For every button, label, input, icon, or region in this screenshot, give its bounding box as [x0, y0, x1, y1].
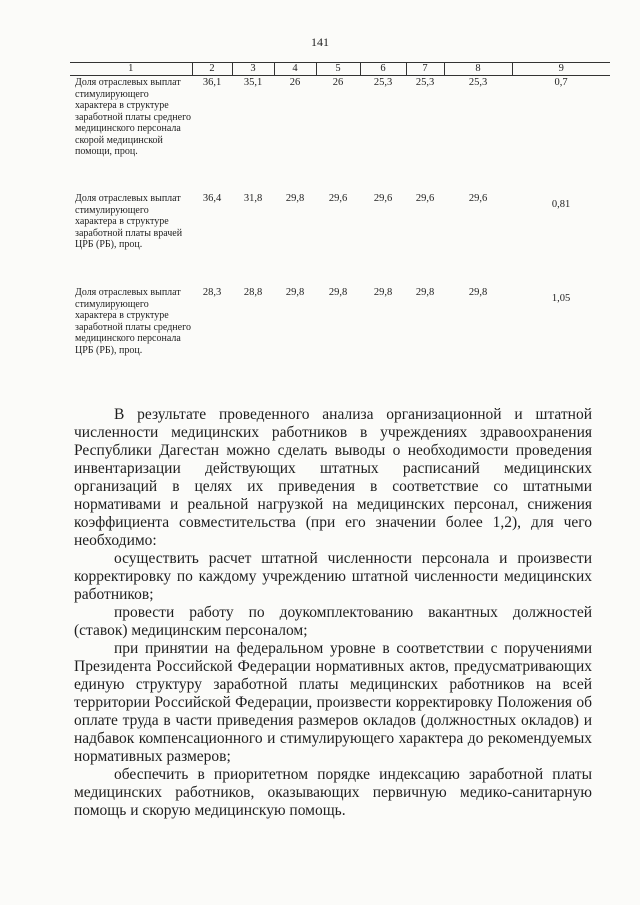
table-cell: 29,8 — [285, 287, 305, 298]
table-cell: 36,4 — [202, 193, 222, 204]
table-cell: 28,3 — [202, 287, 222, 298]
column-header: 3 — [232, 63, 274, 76]
row-label: Доля отраслевых выплат стимулирующего характера в структуре заработной платы среднего медицинского персонала ЦРБ (РБ), проц. — [75, 287, 191, 356]
table-cell: 29,8 — [328, 287, 348, 298]
table-cell: 29,8 — [415, 287, 435, 298]
table-cell: 25,3 — [415, 77, 435, 88]
table-cell: 36,1 — [202, 77, 222, 88]
table-row — [70, 285, 610, 403]
paragraph: обеспечить в приоритетном порядке индексацию заработной платы медицинских работников, оказывающих первичную медико-санитарную помощь и скорую медицинскую помощь. — [74, 766, 592, 819]
row-label: Доля отраслевых выплат стимулирующего характера в структуре заработной платы врачей ЦРБ (РБ), проц. — [75, 193, 183, 250]
column-header: 6 — [360, 63, 406, 76]
table-cell: 29,8 — [373, 287, 393, 298]
row-label: Доля отраслевых выплат стимулирующего характера в структуре заработной платы среднего медицинского персонала скорой медицинской помощи, проц. — [75, 77, 191, 157]
table-cell: 29,8 — [468, 287, 488, 298]
table-cell: 0,7 — [554, 77, 568, 88]
column-header: 2 — [192, 63, 232, 76]
table-cell: 35,1 — [243, 77, 263, 88]
data-table — [70, 62, 610, 403]
table-cell: 25,3 — [373, 77, 393, 88]
body-text — [74, 406, 592, 820]
table-cell: 28,8 — [243, 287, 263, 298]
table-cell: 31,8 — [243, 193, 263, 204]
column-header: 4 — [274, 63, 316, 76]
table-cell: 29,6 — [328, 193, 348, 204]
table-row — [70, 191, 610, 285]
table-cell: 0,81 — [551, 199, 571, 210]
column-header: 8 — [444, 63, 512, 76]
paragraph: осуществить расчет штатной численности персонала и произвести корректировку по каждому учреждению штатной численности медицинских работников; — [74, 550, 592, 603]
table-header-row — [70, 63, 610, 76]
column-header: 9 — [512, 63, 610, 76]
column-header: 1 — [70, 63, 192, 76]
table-cell: 29,6 — [373, 193, 393, 204]
table-row — [70, 76, 610, 192]
paragraph: провести работу по доукомплектованию вакантных должностей (ставок) медицинским персоналом; — [74, 604, 592, 639]
table-cell: 29,6 — [468, 193, 488, 204]
table-cell: 1,05 — [551, 293, 571, 304]
paragraph: при принятии на федеральном уровне в соответствии с поручениями Президента Российской Федерации нормативных актов, предусматривающих единую структуру заработной платы медицинских работников на всей территории Российской Федерации, произвести корректировку Положения об оплате труда в части приведения размеров окладов (должностных окладов) и надбавок компенсационного и стимулирующего характера до рекомендуемых нормативных размеров; — [74, 640, 592, 765]
table-cell: 29,6 — [415, 193, 435, 204]
paragraph: В результате проведенного анализа организационной и штатной численности медицинских работников в учреждениях здравоохранения Республики Дагестан можно сделать выводы о необходимости проведения инвентаризации действующих штатных расписаний медицинских организаций в целях их приведения в соответствие со штатными нормативами и реальной нагрузкой на медицинских персонал, снижения коэффициента совместительства (при его значении более 1,2), для чего необходимо: — [74, 406, 592, 549]
column-header: 7 — [406, 63, 444, 76]
table-cell: 25,3 — [468, 77, 488, 88]
page-number: 141 — [311, 35, 329, 49]
table-cell: 26 — [289, 77, 301, 88]
table-cell: 26 — [332, 77, 344, 88]
table-cell: 29,8 — [285, 193, 305, 204]
column-header: 5 — [316, 63, 360, 76]
